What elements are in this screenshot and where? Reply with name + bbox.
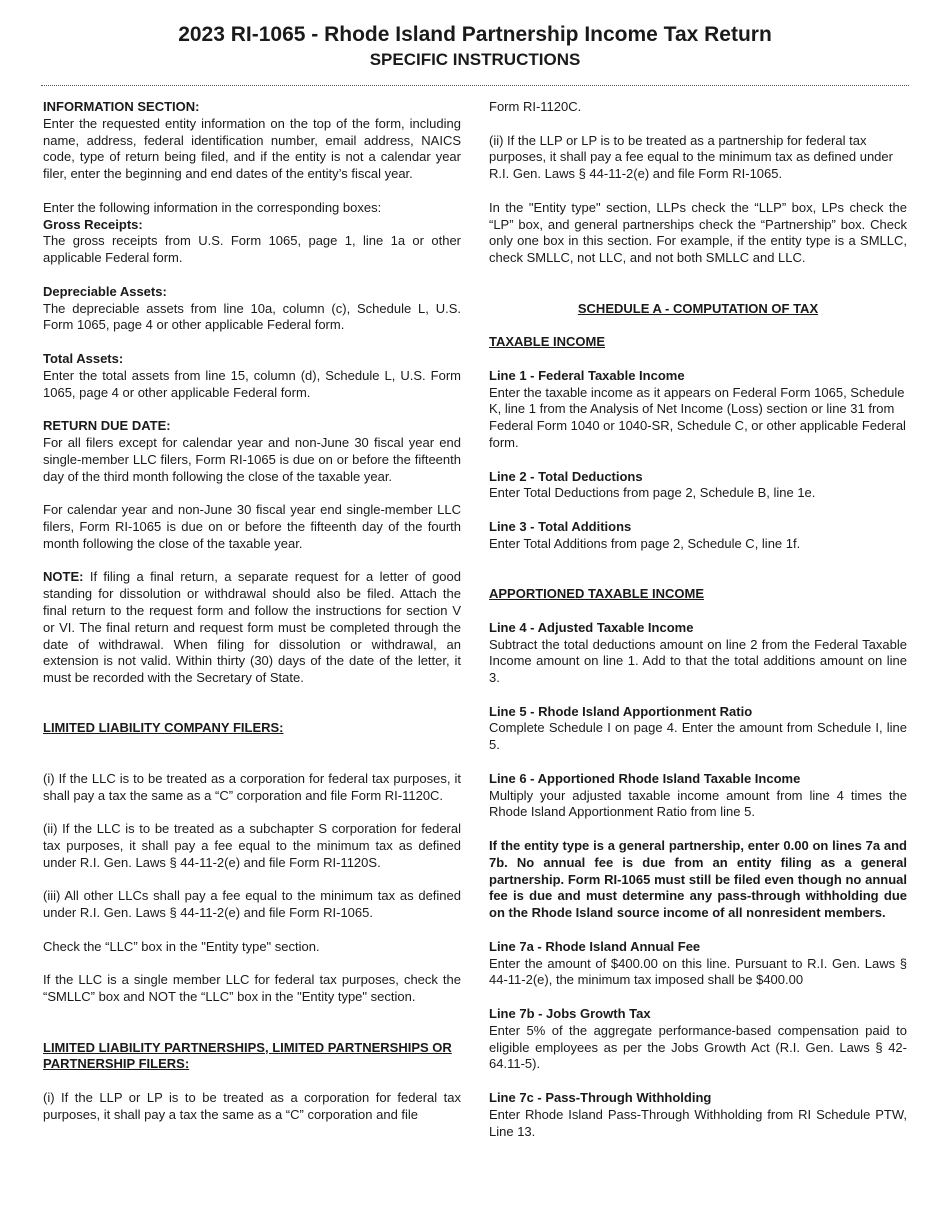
line-7b-block bbox=[489, 1006, 907, 1073]
line-2-block bbox=[489, 469, 907, 503]
entity-type-text: In the "Entity type" section, LLPs check the “LLP” box, LPs check the “LP” box, and general partnerships check the “Partnership” box. Check only one box in this section. For example, if the entity type is a SMLLC, check SMLLC, not LLC, and not both SMLLC and LLC. bbox=[489, 199, 907, 266]
line-1-block bbox=[489, 368, 907, 452]
llp-item-i-continued: Form RI-1120C. bbox=[489, 99, 582, 114]
return-due-date-text-2: For calendar year and non-June 30 fiscal year end single-member LLC filers, Form RI-1065 is due on or before the fifteenth day of the fourth month following the close of the taxable year. bbox=[43, 502, 461, 551]
info-text: Enter the requested entity information on the top of the form, including name, address, federal identification number, email address, NAICS code, type of return being filed, and if the entity is not a calendar year filer, enter the beginning and end dates of the entity’s fiscal year. bbox=[43, 115, 461, 182]
depreciable-assets-text: The depreciable assets from line 10a, column (c), Schedule L, U.S. Form 1065, page 4 or other applicable Federal form. bbox=[43, 300, 461, 333]
llc-smllc-text: If the LLC is a single member LLC for federal tax purposes, check the “SMLLC” box and NOT the “LLC” box in the "Entity type" section. bbox=[43, 972, 461, 1005]
taxable-income-heading: TAXABLE INCOME bbox=[489, 334, 606, 350]
line-7b-heading: Line 7b - Jobs Growth Tax bbox=[489, 1006, 651, 1022]
llp-heading: LIMITED LIABILITY PARTNERSHIPS, LIMITED PARTNERSHIPS OR PARTNERSHIP FILERS: bbox=[43, 1039, 452, 1072]
general-partnership-note: If the entity type is a general partnership, enter 0.00 on lines 7a and 7b. No annual fee is due from an entity filing as a general partnership. Form RI-1065 must still be filed even though no annual fee is due and must determine any pass-through withholding due on the Rhode Island source income of all nonresident members. bbox=[489, 838, 907, 921]
gross-receipts-text: The gross receipts from U.S. Form 1065, page 1, line 1a or other applicable Federal form. bbox=[43, 233, 461, 266]
line-4-text: Subtract the total deductions amount on line 2 from the Federal Taxable Income amount on line 1. Add to that the total additions amount on line 3. bbox=[489, 636, 907, 686]
page-title: 2023 RI-1065 - Rhode Island Partnership Income Tax Return bbox=[178, 23, 772, 46]
return-due-date-block bbox=[43, 418, 461, 485]
right-column bbox=[489, 99, 907, 1157]
gross-receipts-heading: Gross Receipts: bbox=[43, 216, 143, 232]
gross-receipts-block bbox=[43, 200, 461, 267]
page-subtitle: SPECIFIC INSTRUCTIONS bbox=[369, 50, 581, 69]
information-section bbox=[43, 99, 461, 183]
page-header bbox=[0, 22, 950, 71]
line-6-block bbox=[489, 771, 907, 821]
line-7c-block bbox=[489, 1090, 907, 1140]
llc-check-text: Check the “LLC” box in the "Entity type" section. bbox=[43, 938, 320, 954]
line-3-heading: Line 3 - Total Additions bbox=[489, 518, 632, 534]
line-5-text: Complete Schedule I on page 4. Enter the amount from Schedule I, line 5. bbox=[489, 720, 907, 753]
note-label: NOTE: bbox=[43, 569, 84, 585]
depreciable-assets-heading: Depreciable Assets: bbox=[43, 283, 167, 299]
line-7a-heading: Line 7a - Rhode Island Annual Fee bbox=[489, 938, 701, 954]
line-6-text: Multiply your adjusted taxable income amount from line 4 times the Rhode Island Apportionment Ratio from line 5. bbox=[489, 787, 907, 820]
llp-item-i: (i) If the LLP or LP is to be treated as a corporation for federal tax purposes, it shall pay a tax the same as a “C” corporation and file bbox=[43, 1090, 461, 1122]
line-7c-text: Enter Rhode Island Pass-Through Withholding from RI Schedule PTW, Line 13. bbox=[489, 1106, 907, 1139]
note-paragraph bbox=[43, 569, 461, 687]
line-5-heading: Line 5 - Rhode Island Apportionment Ratio bbox=[489, 703, 753, 719]
line-3-block bbox=[489, 519, 907, 553]
line-6-heading: Line 6 - Apportioned Rhode Island Taxable Income bbox=[489, 770, 801, 786]
depreciable-assets-block bbox=[43, 284, 461, 334]
line-2-heading: Line 2 - Total Deductions bbox=[489, 468, 643, 484]
llc-item-i: (i) If the LLC is to be treated as a corporation for federal tax purposes, it shall pay a tax the same as a “C” corporation and file Form RI-1120C. bbox=[43, 770, 461, 803]
note-text: If filing a final return, a separate request for a letter of good standing for dissolution or withdrawal should also be filed. Attach the final return to the request form and follow the instructions for section V or VI. The final return and request form must be completed through the date of withdrawal. When filing for dissolution or withdrawal, an extension is not valid. Within thirty (30) days of the date of the letter, it must be recorded with the Secretary of State. bbox=[43, 569, 461, 686]
line-3-text: Enter Total Additions from page 2, Schedule C, line 1f. bbox=[489, 535, 801, 551]
return-due-date-heading: RETURN DUE DATE: bbox=[43, 418, 171, 434]
line-7c-heading: Line 7c - Pass-Through Withholding bbox=[489, 1090, 712, 1106]
line-7b-text: Enter 5% of the aggregate performance-based compensation paid to eligible employees as per the Jobs Growth Act (R.I. Gen. Laws § 42-64.11-5). bbox=[489, 1022, 907, 1072]
total-assets-heading: Total Assets: bbox=[43, 350, 124, 366]
llc-item-ii: (ii) If the LLC is to be treated as a subchapter S corporation for federal tax purposes, it shall pay a fee equal to the minimum tax as defined under R.I. Gen. Laws § 44-11-2(e) and file Form RI-1120S. bbox=[43, 821, 461, 870]
line-4-block bbox=[489, 620, 907, 687]
llp-item-ii: (ii) If the LLP or LP is to be treated as a partnership for federal tax purposes, it shall pay a fee equal to the minimum tax as defined under R.I. Gen. Laws § 44-11-2(e) and file Form RI-1065. bbox=[489, 132, 893, 182]
line-1-text: Enter the taxable income as it appears on Federal Form 1065, Schedule K, line 1 from the Analysis of Net Income (Loss) section or line 31 from Federal Form 1040 or 1040-SR, Schedule C, or other applicable Federal form. bbox=[489, 384, 906, 450]
schedule-a-heading: SCHEDULE A - COMPUTATION OF TAX bbox=[577, 300, 819, 316]
total-assets-text: Enter the total assets from line 15, column (d), Schedule L, U.S. Form 1065, page 4 or other applicable Federal form. bbox=[43, 367, 461, 400]
left-column bbox=[43, 99, 461, 1140]
dotted-divider bbox=[41, 85, 909, 86]
apportioned-heading: APPORTIONED TAXABLE INCOME bbox=[489, 586, 704, 602]
llc-item-iii: (iii) All other LLCs shall pay a fee equal to the minimum tax as defined under R.I. Gen. Laws § 44-11-2(e) and file Form RI-1065. bbox=[43, 888, 461, 921]
info-heading: INFORMATION SECTION: bbox=[43, 99, 200, 114]
line-4-heading: Line 4 - Adjusted Taxable Income bbox=[489, 619, 694, 635]
line-5-block bbox=[489, 704, 907, 754]
line-1-heading: Line 1 - Federal Taxable Income bbox=[489, 367, 685, 383]
line-2-text: Enter Total Deductions from page 2, Schedule B, line 1e. bbox=[489, 485, 816, 501]
line-7a-text: Enter the amount of $400.00 on this line. Pursuant to R.I. Gen. Laws § 44-11-2(e), the minimum tax imposed shall be $400.00 bbox=[489, 955, 907, 988]
boxes-intro: Enter the following information in the corresponding boxes: bbox=[43, 199, 382, 215]
return-due-date-text: For all filers except for calendar year and non-June 30 fiscal year end single-member LLC filers, Form RI-1065 is due on or before the fifteenth day of the third month following the close of the taxable year. bbox=[43, 434, 461, 484]
line-7a-block bbox=[489, 939, 907, 989]
llc-heading: LIMITED LIABILITY COMPANY FILERS: bbox=[43, 720, 284, 736]
total-assets-block bbox=[43, 351, 461, 401]
